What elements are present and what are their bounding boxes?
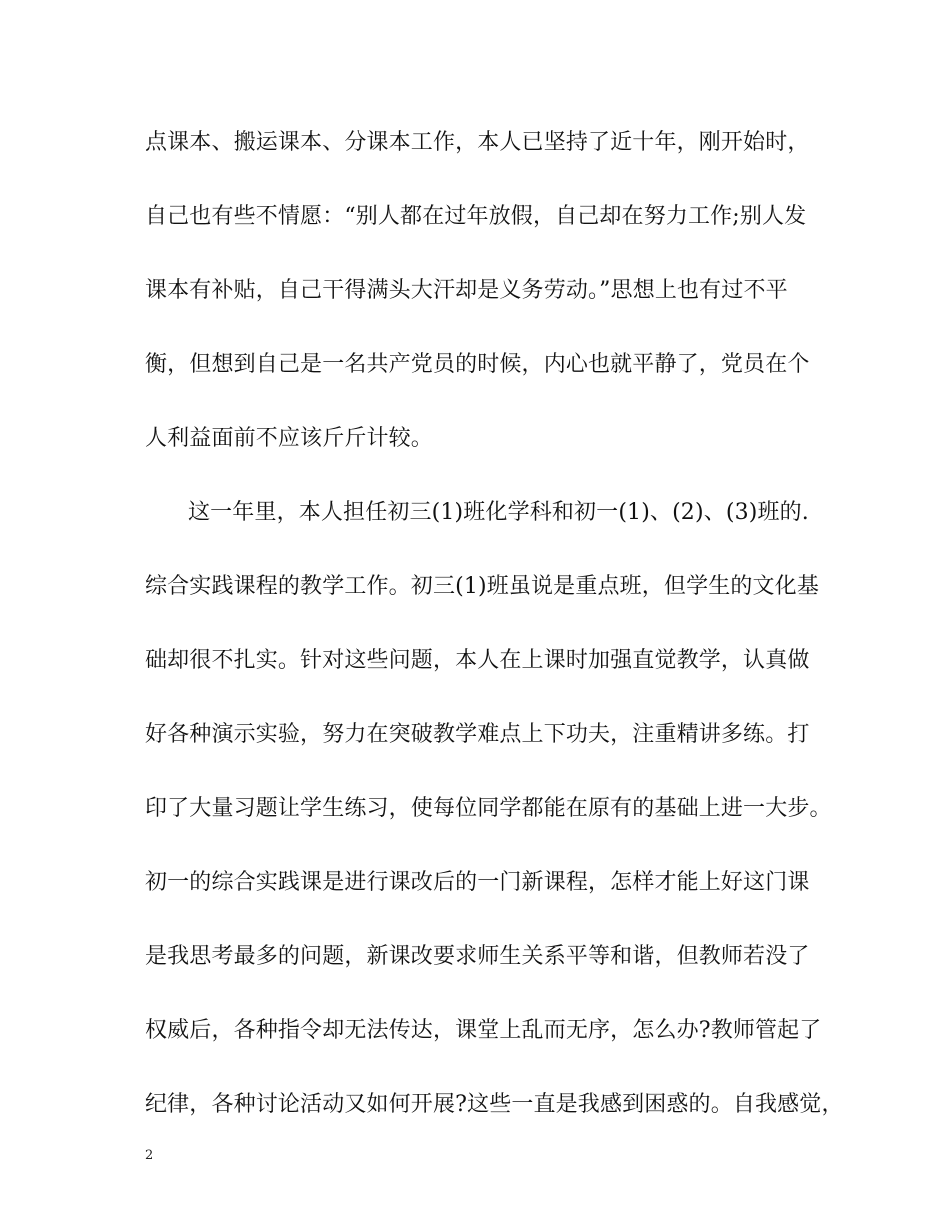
- body-text-line: 纪律，各种讨论活动又如何开展?这些一直是我感到困惑的。自我感觉，: [145, 1092, 844, 1117]
- body-text-line: 衡，但想到自己是一名共产党员的时候，内心也就平静了，党员在个: [145, 352, 810, 377]
- body-text-line: 综合实践课程的教学工作。初三(1)班虽说是重点班，但学生的文化基: [145, 574, 819, 599]
- body-text-line: 人利益面前不应该斤斤计较。: [145, 426, 433, 451]
- body-text-line: 初一的综合实践课是进行课改后的一门新课程，怎样才能上好这门课: [145, 870, 810, 895]
- body-text-line: 权威后，各种指令却无法传达，课堂上乱而无序，怎么办?教师管起了: [145, 1018, 822, 1043]
- paragraph-first-line: 这一年里，本人担任初三(1)班化学科和初一(1)、(2)、(3)班的.: [188, 500, 809, 525]
- body-text-line: 础却很不扎实。针对这些问题，本人在上课时加强直觉教学，认真做: [145, 648, 810, 673]
- body-text-line: 自己也有些不情愿：“别人都在过年放假，自己却在努力工作;别人发: [145, 204, 807, 229]
- body-text-line: 印了大量习题让学生练习，使每位同学都能在原有的基础上进一大步。: [145, 796, 832, 821]
- body-text-line: 点课本、搬运课本、分课本工作，本人已坚持了近十年，刚开始时，: [145, 130, 810, 155]
- page-number: 2: [145, 1148, 154, 1163]
- body-text-line: 课本有补贴，自己干得满头大汗却是义务劳动。”思想上也有过不平: [145, 278, 788, 303]
- body-text-line: 好各种演示实验，努力在突破教学难点上下功夫，注重精讲多练。打: [145, 722, 810, 747]
- body-text-line: 是我思考最多的问题，新课改要求师生关系平等和谐，但教师若没了: [145, 944, 810, 969]
